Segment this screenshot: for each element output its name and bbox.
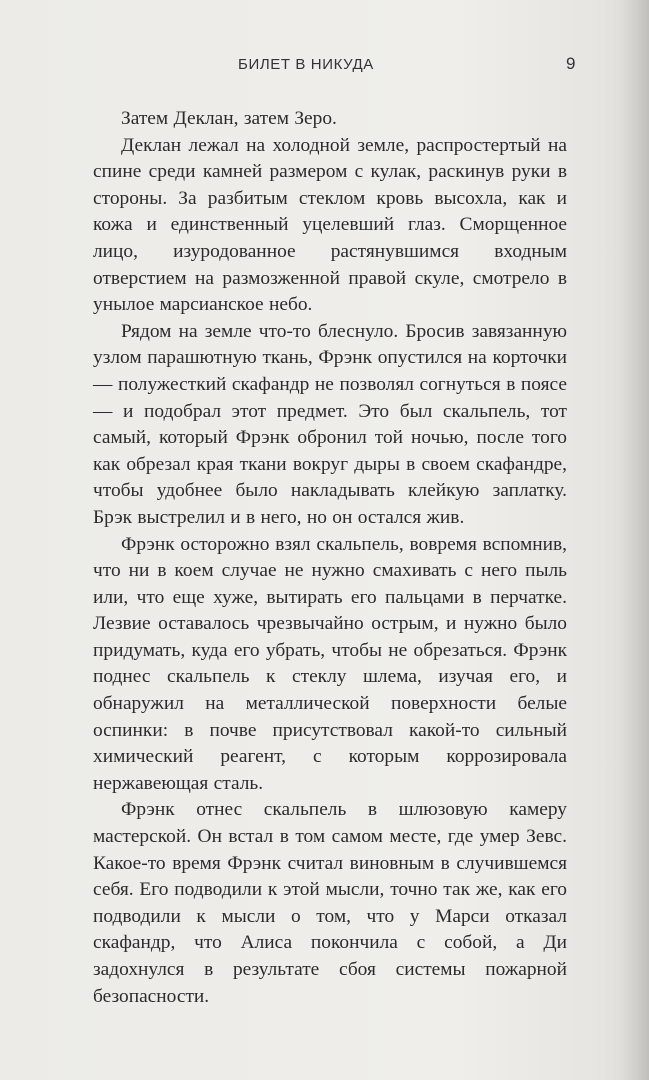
paragraph: Фрэнк осторожно взял скальпель, вовремя вспомнив, что ни в коем случае не нужно смахивать с него пыль или, что еще хуже, вытирать его пальцами в перчатке. Лезвие оставалось чрезвычайно острым, и нужно было придумать, куда его убрать, чтобы не обрезаться. Фрэнк поднес скальпель к стеклу шлема, изучая его, и обнаружил на металлической поверхности белые оспинки: в почве присутствовал какой-то сильный химический реагент, с которым коррозировала нержавеющая сталь. [93, 533, 567, 794]
paragraph: Затем Деклан, затем Зеро. [121, 108, 337, 129]
paragraph: Фрэнк отнес скальпель в шлюзовую камеру мастерской. Он встал в том самом месте, где умер Зевс. Какое-то время Фрэнк считал виновным в случившемся себя. Его подводили к этой мысли, точно так же, как его подводили к мысли о том, что у Марси отказал скафандр, что Алиса покончила с собой, а Ди задохнулся в результате сбоя системы пожарной безопасности. [93, 799, 567, 1007]
body-text [93, 106, 567, 1010]
paragraph: Рядом на земле что-то блеснуло. Бросив завязанную узлом парашютную ткань, Фрэнк опустился на корточки — полужесткий скафандр не позволял согнуться в поясе — и подобрал этот предмет. Это был скальпель, тот самый, который Фрэнк обронил той ночью, после того как обрезал края ткани вокруг дыры в своем скафандре, чтобы удобнее было накладывать клейкую заплатку. Брэк выстрелил и в него, но он остался жив. [93, 320, 567, 528]
running-title: БИЛЕТ В НИКУДА [238, 56, 374, 73]
page-number: 9 [566, 54, 576, 73]
paragraph: Деклан лежал на холодной земле, распростертый на спине среди камней размером с кулак, раскинув руки в стороны. За разбитым стеклом кровь высохла, как и кожа и единственный уцелевший глаз. Сморщенное лицо, изуродованное растянувшимся входным отверстием на размозженной правой скуле, смотрело в унылое марсианское небо. [93, 134, 567, 316]
page-edge-shadow [619, 0, 649, 1080]
